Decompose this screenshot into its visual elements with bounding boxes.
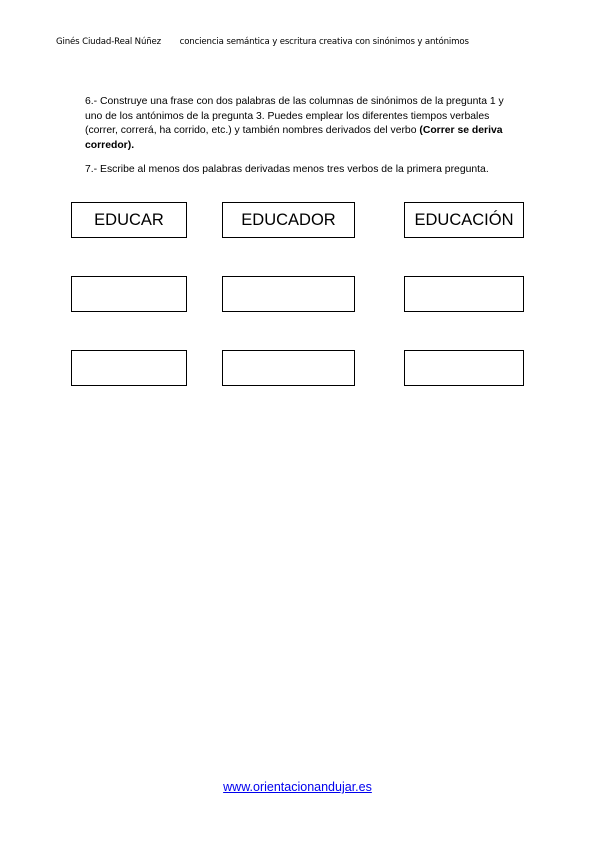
word-box-label: EDUCAR — [94, 210, 164, 229]
question-6 — [85, 95, 515, 153]
word-box-educar — [71, 202, 187, 238]
answer-box[interactable] — [222, 350, 355, 386]
header-subject: conciencia semántica y escritura creativa con sinónimos y antónimos — [179, 37, 469, 47]
word-box-educador — [222, 202, 355, 238]
answer-box[interactable] — [71, 350, 187, 386]
word-box-label: EDUCADOR — [241, 210, 336, 229]
footer-link[interactable]: www.orientacionandujar.es — [223, 780, 372, 794]
answer-box[interactable] — [222, 276, 355, 312]
page-footer — [0, 780, 595, 794]
word-box-label: EDUCACIÓN — [414, 210, 514, 229]
question-7 — [85, 163, 515, 178]
word-box-educacion — [404, 202, 524, 238]
page-header — [56, 37, 556, 47]
answer-box[interactable] — [71, 276, 187, 312]
header-author: Ginés Ciudad-Real Núñez — [56, 37, 162, 47]
answer-box[interactable] — [404, 276, 524, 312]
question-6-text: 6.- Construye una frase con dos palabras de las columnas de sinónimos de la pregunta 1 y uno de los antónimos de la pregunta 3. Puedes emplear los diferentes tiempos verbales (correr, correrá, ha corrido, etc.) y también nombres derivados del verbo — [85, 96, 504, 136]
answer-box[interactable] — [404, 350, 524, 386]
question-7-text: 7.- Escribe al menos dos palabras derivadas menos tres verbos de la primera pregunta. — [85, 164, 489, 175]
question-6-example: (Correr se deriva corredor). — [85, 125, 503, 151]
